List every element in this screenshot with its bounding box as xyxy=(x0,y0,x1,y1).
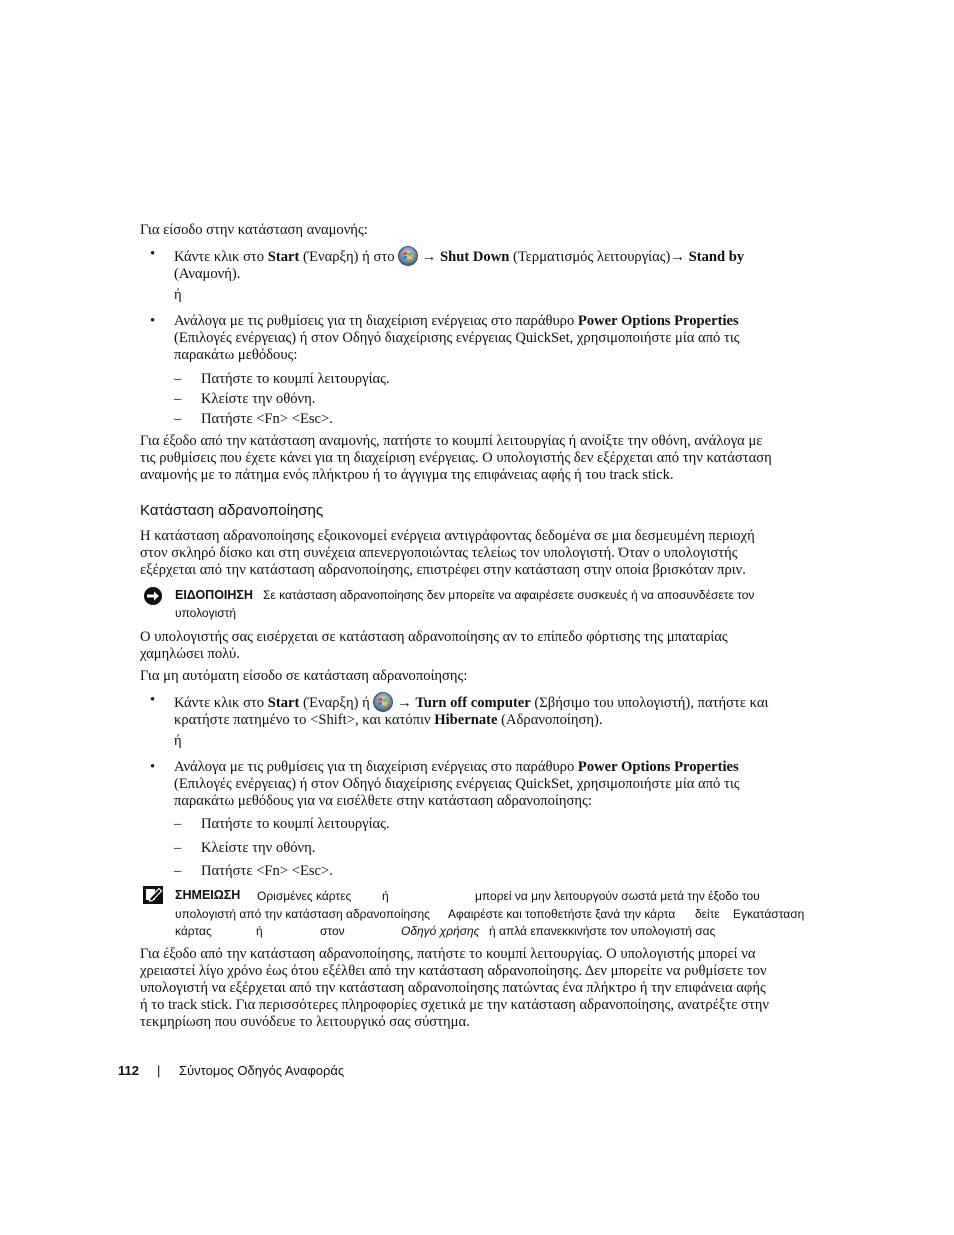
hibernate-intro-paragraph xyxy=(140,528,812,579)
text: κρατήστε πατημένο το <Shift>, και κατόπιν xyxy=(174,712,435,728)
exit-hibernate-paragraph xyxy=(140,946,812,1031)
text: ή xyxy=(256,924,263,938)
hibernate-bullet-power-options xyxy=(174,759,814,810)
or-separator: ή xyxy=(174,287,182,303)
shutdown-label: Shut Down xyxy=(440,249,510,265)
standby-bullet-power-options xyxy=(174,313,814,364)
text: παρακάτω μεθόδους: xyxy=(174,347,298,363)
hibernate-method: Κλείστε την οθόνη. xyxy=(201,840,316,856)
hibernate-label: Hibernate xyxy=(434,712,498,728)
auto-hibernate-paragraph xyxy=(140,629,812,663)
text: Σε κατάσταση αδρανοποίησης δεν μπορείτε να αφαιρέσετε συσκευές ή να αποσυνδέσετε τον xyxy=(262,588,755,602)
text-line: στον σκληρό δίσκο και στη συνέχεια απενεργοποιώντας τελείως τον υπολογιστή. Όταν ο υπολογιστής xyxy=(140,545,738,561)
text: Αφαιρέστε και τοποθετήστε ξανά την κάρτα xyxy=(448,907,676,921)
text: (Αναμονή). xyxy=(174,266,241,282)
notice-icon xyxy=(142,586,164,606)
dash-marker: – xyxy=(174,816,182,832)
footer-separator: | xyxy=(157,1063,161,1078)
text: παρακάτω μεθόδους για να εισέλθετε στην κατάσταση αδρανοποίησης: xyxy=(174,793,592,809)
text-line: χαμηλώσει πολύ. xyxy=(140,646,240,662)
notice-label: ΕΙΔΟΠΟΙΗΣΗ xyxy=(175,588,253,602)
text: κάρτας xyxy=(175,924,212,938)
user-guide-reference: Οδηγό χρήσης xyxy=(401,924,480,938)
standby-method: Κλείστε την οθόνη. xyxy=(201,391,316,407)
arrow: → xyxy=(393,695,416,711)
standby-bullet-start xyxy=(174,246,814,283)
text: ή xyxy=(382,889,389,903)
dash-marker: – xyxy=(174,371,182,387)
text-line: Η κατάσταση αδρανοποίησης εξοικονομεί ενέργεια αντιγράφοντας δεδομένα σε μια δεσμευμένη περιοχή xyxy=(140,528,755,544)
standby-intro: Για είσοδο στην κατάσταση αναμονής: xyxy=(140,222,368,238)
bullet-marker: • xyxy=(150,313,156,329)
text-line: τις ρυθμίσεις που έχετε κάνει για τη διαχείριση ενέργειας. Ο υπολογιστής δεν εξέρχεται από την κατάσταση xyxy=(140,450,772,466)
note-label: ΣΗΜΕΙΩΣΗ xyxy=(175,888,241,902)
arrow: → xyxy=(418,249,441,265)
hibernate-bullet-start xyxy=(174,692,814,729)
hibernate-method: Πατήστε <Fn> <Esc>. xyxy=(201,863,333,879)
bullet-marker: • xyxy=(150,246,156,262)
manual-hibernate-intro: Για μη αυτόματη είσοδο σε κατάσταση αδρανοποίησης: xyxy=(140,668,468,684)
text-line: υπολογιστή να εξέρχεται από την κατάσταση αδρανοποίησης πατώντας ένα πλήκτρο ή την επιφάνεια αφής xyxy=(140,980,766,996)
text: Ανάλογα με τις ρυθμίσεις για τη διαχείριση ενέργειας στο παράθυρο xyxy=(174,313,578,329)
text: (Τερματισμός λειτουργίας) xyxy=(509,249,671,265)
text: δείτε xyxy=(695,907,720,921)
dash-marker: – xyxy=(174,391,182,407)
text: υπολογιστή xyxy=(175,606,237,620)
windows-start-icon xyxy=(373,692,393,712)
standby-label: Stand by xyxy=(688,249,745,265)
footer-title: Σύντομος Οδηγός Αναφοράς xyxy=(179,1063,345,1078)
text: (Επιλογές ενέργειας) ή στον Οδηγό διαχείρισης ενέργειας QuickSet, χρησιμοποιήστε μία από τις xyxy=(174,330,740,346)
text-line: Για έξοδο από την κατάσταση αδρανοποίησης, πατήστε το κουμπί λειτουργίας. Ο υπολογιστής μπορεί να xyxy=(140,946,756,962)
text: (Έναρξη) ή στο xyxy=(299,249,399,265)
dash-marker: – xyxy=(174,411,182,427)
dash-marker: – xyxy=(174,840,182,856)
text: Ορισμένες κάρτες xyxy=(257,889,352,903)
text: Κάντε κλικ στο xyxy=(174,249,268,265)
text-line: εξέρχεται από την κατάσταση αδρανοποίησης, επιστρέφει στην κατάσταση στην οποία βρισκόταν πριν. xyxy=(140,562,746,578)
page-number: 112 xyxy=(118,1063,139,1078)
note-box xyxy=(175,886,815,942)
power-options-label: Power Options Properties xyxy=(577,313,739,329)
bullet-marker: • xyxy=(150,692,156,708)
text: (Αδρανοποίηση). xyxy=(497,712,603,728)
text: (Επιλογές ενέργειας) ή στον Οδηγό διαχείρισης ενέργειας QuickSet, χρησιμοποιήστε μία από τις xyxy=(174,776,740,792)
section-heading: Κατάσταση αδρανοποίησης xyxy=(140,502,324,519)
power-options-label: Power Options Properties xyxy=(577,759,739,775)
turn-off-label: Turn off computer xyxy=(415,695,531,711)
standby-method: Πατήστε το κουμπί λειτουργίας. xyxy=(201,371,390,387)
windows-start-icon xyxy=(398,246,418,266)
text: Κάντε κλικ στο xyxy=(174,695,268,711)
text-line: τεκμηρίωση που συνόδευε το λειτουργικό σας σύστημα. xyxy=(140,1014,470,1030)
standby-method: Πατήστε <Fn> <Esc>. xyxy=(201,411,333,427)
text-line: αναμονής με το πάτημα ενός πλήκτρου ή το άγγιγμα της επιφάνειας αφής ή του track stick. xyxy=(140,467,674,483)
note-pencil-icon xyxy=(142,885,164,905)
text: (Σβήσιμο του υπολογιστή), πατήστε και xyxy=(530,695,769,711)
text: υπολογιστή από την κατάσταση αδρανοποίησης xyxy=(175,907,430,921)
exit-standby-paragraph xyxy=(140,433,812,484)
text-line: ή το track stick. Για περισσότερες πληροφορίες σχετικά με την κατάσταση αδρανοποίησης, ανατρέξτε στην xyxy=(140,997,769,1013)
hibernate-method: Πατήστε το κουμπί λειτουργίας. xyxy=(201,816,390,832)
text: ή απλά επανεκκινήστε τον υπολογιστή σας xyxy=(489,924,716,938)
text-line: Για έξοδο από την κατάσταση αναμονής, πατήστε το κουμπί λειτουργίας ή ανοίξτε την οθόνη, ανάλογα με xyxy=(140,433,763,449)
text-line: χρειαστεί λίγο χρόνο έως ότου εξέλθει από την κατάσταση αδρανοποίησης. Δεν μπορείτε να ρυθμίσετε τον xyxy=(140,963,767,979)
text: (Έναρξη) ή xyxy=(299,695,374,711)
dash-marker: – xyxy=(174,863,182,879)
start-label: Start xyxy=(267,695,300,711)
text-line: Ο υπολογιστής σας εισέρχεται σε κατάσταση αδρανοποίησης αν το επίπεδο φόρτισης της μπαταρίας xyxy=(140,629,728,645)
notice-box xyxy=(175,586,815,622)
start-label: Start xyxy=(267,249,300,265)
text: Ανάλογα με τις ρυθμίσεις για τη διαχείριση ενέργειας στο παράθυρο xyxy=(174,759,578,775)
text: μπορεί να μην λειτουργούν σωστά μετά την έξοδο του xyxy=(475,889,760,903)
bullet-marker: • xyxy=(150,759,156,775)
or-separator: ή xyxy=(174,733,182,749)
text: Εγκατάσταση xyxy=(733,907,805,921)
text: στον xyxy=(320,924,345,938)
arrow: → xyxy=(670,249,689,265)
